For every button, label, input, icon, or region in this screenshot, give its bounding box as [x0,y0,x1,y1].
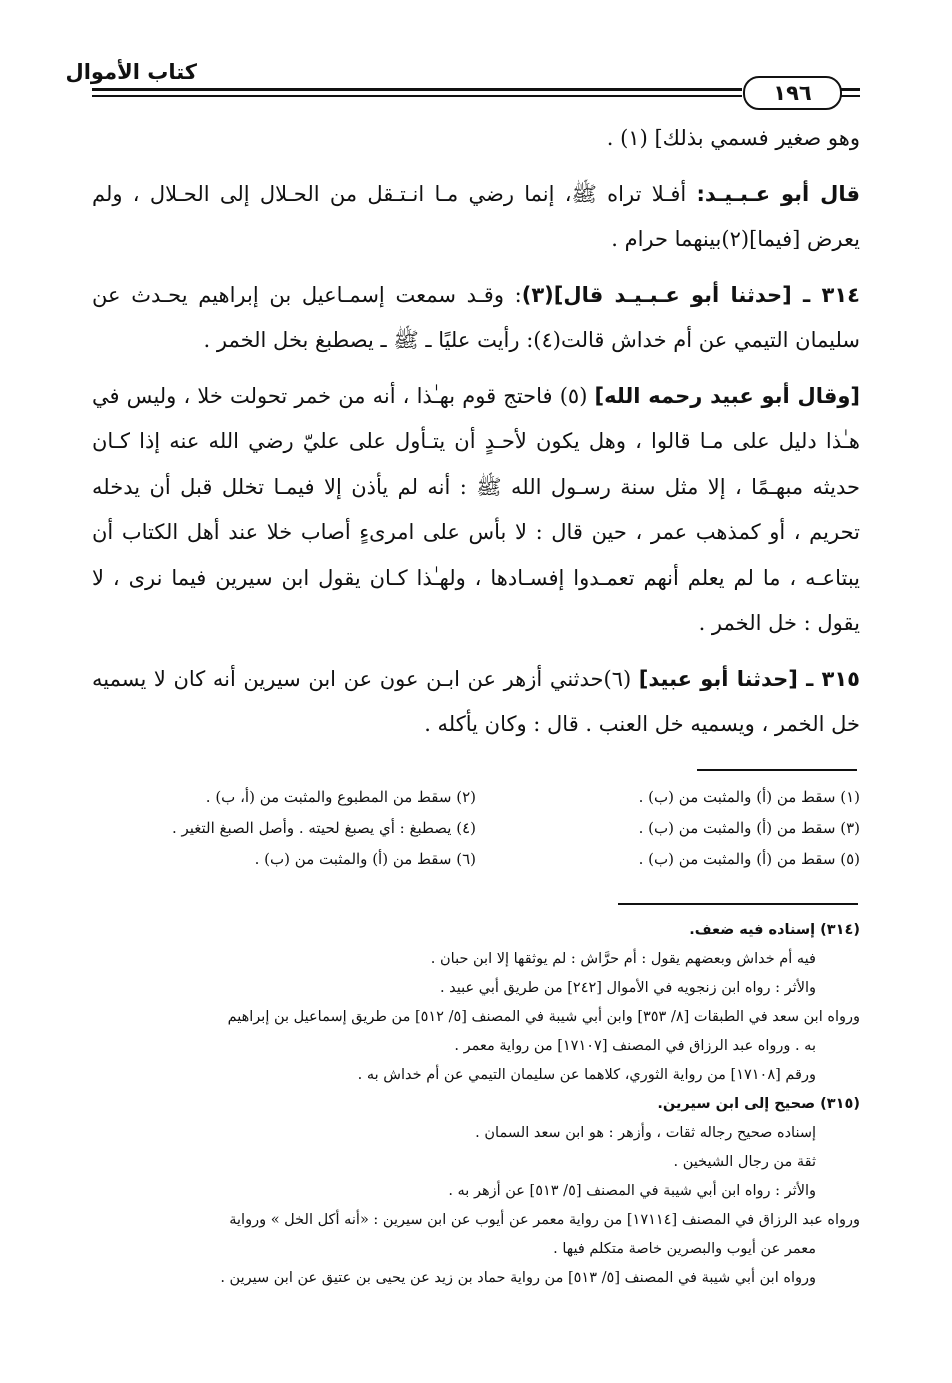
takhrij-heading-315: (٣١٥) صحيح إلى ابن سيرين. [657,1096,860,1112]
takhrij-line: معمر عن أيوب والبصرين خاصة متكلم فيها . [553,1241,816,1257]
paragraph-lead: ٣١٥ ـ [حدثنا أبو عبيد] [638,666,860,691]
takhrij-notes [92,916,860,1293]
footnote: (١) سقط من (أ) والمثبت من (ب) . [638,788,860,806]
paragraph-lead: قال أبو عـبـيـد: [696,181,860,206]
header-rule [92,88,742,91]
footnote-rule [697,769,857,771]
paragraph-314 [92,273,860,364]
paragraph [92,374,860,647]
footnote: (٤) يصطبغ : أي يصبغ لحيته . وأصل الصبغ التغير . [171,819,476,837]
paragraph-text: (٥) فاحتج قوم بهـٰذا ، أنه من خمر تحولت خلا ، وليس في هـٰذا دليل على مـا قالوا ، وهل يكون لأحـدٍ أن يتـأول على عليّ رضي الله عنه إذا كـان حديثه مبهـمًا ، إلا مثل سنة رسـول الله ﷺ : أنه لم يأذن إلا فيمـا تخلل قبل أن يدخله تحريم ، أو كمذهب عمر ، حين قال : لا بأس على امرىءٍ أصاب خلا عند أهل الكتاب أن يبتاعـه ، ما لم يعلم أنهم تعمـدوا إفسـادها ، ولهـٰذا كـان يقول ابن سيرين فيما نرى ، لا يقول : خل الخمر . [92,383,860,635]
takhrij-line: والأثر : رواه ابن زنجويه في الأموال [٢٤٢] من طريق أبي عبيد . [439,980,816,996]
paragraph-text: (٦)حدثني أزهر عن ابـن عون عن ابن سيرين أنه كان لا يسميه خل الخمر ، ويسميه خل العنب . قال : وكان يأكله . [92,666,860,736]
footnote: (٥) سقط من (أ) والمثبت من (ب) . [638,850,860,868]
paragraph-lead: ٣١٤ ـ [حدثنا أبو عـبـيـد قال](٣) [521,282,860,307]
takhrij-line: ثقة من رجال الشيخين . [673,1154,816,1170]
footnotes [92,782,860,875]
takhrij-line: فيه أم خداش وبعضهم يقول : أم حرَّاش : لم يوثقها إلا ابن حبان . [430,951,816,967]
takhrij-heading-314: (٣١٤) إسناده فيه ضعف. [689,922,860,938]
footnote: (٢) سقط من المطبوع والمثبت من (أ، ب) . [205,788,476,806]
paragraph-lead: [وقال أبو عبيد رحمه الله] [594,383,860,408]
takhrij-line: ورواه ابن أبي شيبة في المصنف [٥/ ٥١٣] من رواية حماد بن زيد عن يحيى بن عتيق عن ابن سيرين . [220,1270,816,1286]
header-rule [92,95,742,97]
header-rule [840,95,860,97]
paragraph-text: : وقـد سمعت إسمـاعيل بن إبراهيم يحـدث عن سليمان التيمي عن أم خداش قالت(٤): رأيت عليًا ـ ﷺ ـ يصطبغ بخل الخمر . [92,282,860,352]
paragraph-315 [92,657,860,748]
footnote: (٣) سقط من (أ) والمثبت من (ب) . [638,819,860,837]
takhrij-line: إسناده صحيح رجاله ثقات ، وأزهر : هو ابن سعد السمان . [475,1125,816,1141]
paragraph-text: أفـلا تراه ﷺ، إنما رضي مـا انـتـقل من الحـلال إلى الحـلال ، ولم يعرض [فيما](٢)بينهما حرام . [92,181,860,251]
takhrij-line: ورواه عبد الرزاق في المصنف [١٧١١٤] من رواية معمر عن أيوب عن ابن سيرين : «أنه أكل الخل » ورواية [229,1212,860,1228]
page-number: ١٩٦ [743,76,842,110]
takhrij-line: ورقم [١٧١٠٨] من رواية الثوري، كلاهما عن سليمان التيمي عن أم خداش به . [357,1067,816,1083]
main-text [92,116,860,758]
takhrij-line: ورواه ابن سعد في الطبقات [٨/ ٣٥٣] وابن أبي شيبة في المصنف [٥/ ٥١٢] من طريق إسماعيل بن إبراهيم [227,1009,860,1025]
header-rule [840,88,860,91]
running-header-title: كتاب الأموال [65,60,197,84]
paragraph: وهو صغير فسمي بذلك] (١) . [606,126,860,150]
takhrij-line: به . ورواه عبد الرزاق في المصنف [١٧١٠٧] من رواية معمر . [454,1038,816,1054]
takhrij-line: والأثر : رواه ابن أبي شيبة في المصنف [٥/ ٥١٣] عن أزهر به . [448,1183,816,1199]
takhrij-rule [618,903,858,905]
footnote: (٦) سقط من (أ) والمثبت من (ب) . [254,850,476,868]
paragraph [92,172,860,263]
